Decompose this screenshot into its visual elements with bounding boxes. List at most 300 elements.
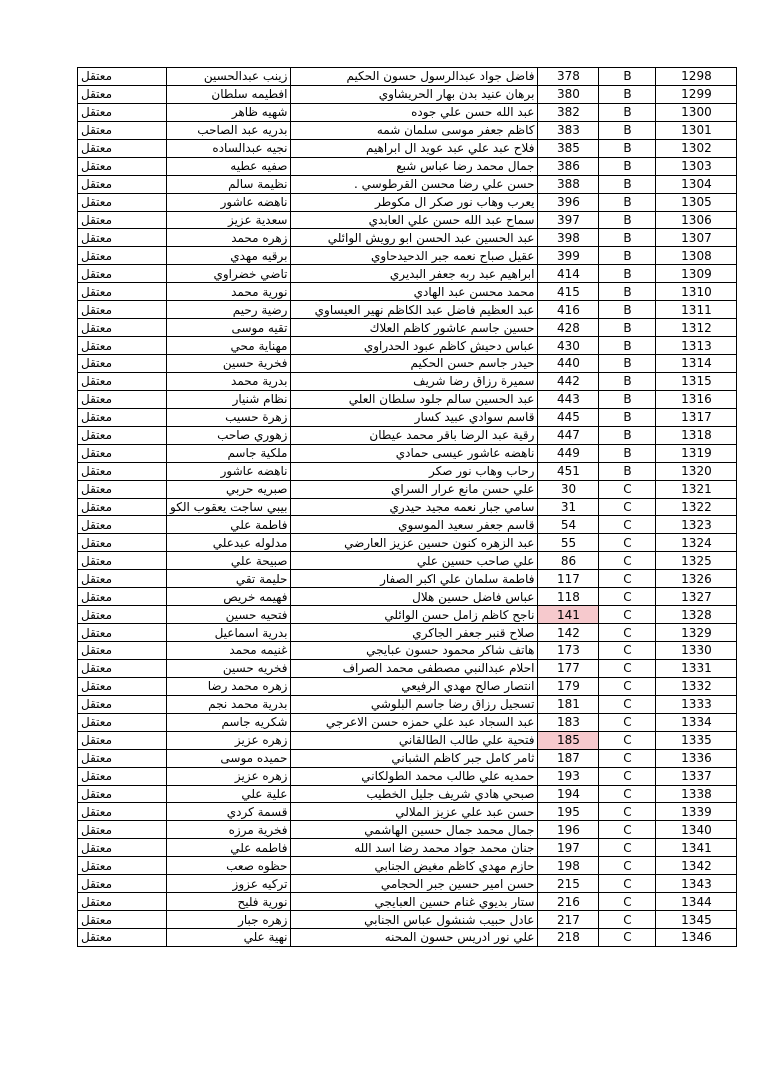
full-name-cell: ناجح كاظم زامل حسن الوائلي — [291, 606, 538, 624]
full-name-cell: فاضل جواد عبدالرسول حسون الحكيم — [291, 68, 538, 86]
record-number-cell: 195 — [538, 803, 599, 821]
sequence-cell: 1343 — [656, 875, 737, 893]
full-name-cell: حيدر جاسم حسن الحكيم — [291, 355, 538, 373]
full-name-cell: حمديه علي طالب محمد الطولكاني — [291, 767, 538, 785]
table-row — [78, 821, 737, 839]
full-name-cell: يعرب وهاب نور صكر ال مكوطر — [291, 193, 538, 211]
status-cell: معتقل — [78, 588, 167, 606]
record-number-cell: 142 — [538, 624, 599, 642]
table-row — [78, 803, 737, 821]
sequence-cell: 1338 — [656, 785, 737, 803]
status-cell: معتقل — [78, 767, 167, 785]
mother-name-cell: تاضي خضراوي — [167, 265, 291, 283]
sequence-cell: 1302 — [656, 139, 737, 157]
group-cell: B — [599, 283, 656, 301]
full-name-cell: رقية عبد الرضا باقر محمد عيطان — [291, 426, 538, 444]
sequence-cell: 1322 — [656, 498, 737, 516]
table-row — [78, 785, 737, 803]
mother-name-cell: بدرية اسماعيل — [167, 624, 291, 642]
sequence-cell: 1346 — [656, 929, 737, 947]
table-row — [78, 929, 737, 947]
group-cell: B — [599, 193, 656, 211]
table-row — [78, 265, 737, 283]
group-cell: C — [599, 803, 656, 821]
status-cell: معتقل — [78, 408, 167, 426]
table-row — [78, 498, 737, 516]
group-cell: B — [599, 355, 656, 373]
group-cell: B — [599, 265, 656, 283]
sequence-cell: 1300 — [656, 103, 737, 121]
sequence-cell: 1298 — [656, 68, 737, 86]
table-row — [78, 677, 737, 695]
mother-name-cell: قسمة كردي — [167, 803, 291, 821]
record-number-cell: 382 — [538, 103, 599, 121]
mother-name-cell: ناهضه عاشور — [167, 462, 291, 480]
full-name-cell: سماح عبد الله حسن علي العابدي — [291, 211, 538, 229]
full-name-cell: فتحية علي طالب الطالقاني — [291, 731, 538, 749]
record-number-cell: 187 — [538, 749, 599, 767]
full-name-cell: علي صاحب حسين علي — [291, 552, 538, 570]
mother-name-cell: افطيمه سلطان — [167, 85, 291, 103]
record-number-cell: 179 — [538, 677, 599, 695]
full-name-cell: قاسم جعفر سعيد الموسوي — [291, 516, 538, 534]
status-cell: معتقل — [78, 390, 167, 408]
group-cell: C — [599, 911, 656, 929]
sequence-cell: 1301 — [656, 121, 737, 139]
sequence-cell: 1333 — [656, 695, 737, 713]
mother-name-cell: نورية محمد — [167, 283, 291, 301]
record-number-cell: 385 — [538, 139, 599, 157]
sequence-cell: 1318 — [656, 426, 737, 444]
status-cell: معتقل — [78, 498, 167, 516]
group-cell: B — [599, 139, 656, 157]
record-number-cell: 380 — [538, 85, 599, 103]
group-cell: B — [599, 121, 656, 139]
full-name-cell: جنان محمد جواد محمد رضا اسد الله — [291, 839, 538, 857]
group-cell: C — [599, 893, 656, 911]
record-number-cell: 218 — [538, 929, 599, 947]
sequence-cell: 1303 — [656, 157, 737, 175]
sequence-cell: 1331 — [656, 659, 737, 677]
mother-name-cell: نهية علي — [167, 929, 291, 947]
mother-name-cell: صفيه عطيه — [167, 157, 291, 175]
mother-name-cell: زهرة حسيب — [167, 408, 291, 426]
record-number-cell: 194 — [538, 785, 599, 803]
full-name-cell: عقيل صباح نعمه جبر الدحيدحاوي — [291, 247, 538, 265]
record-number-cell: 216 — [538, 893, 599, 911]
group-cell: B — [599, 175, 656, 193]
sequence-cell: 1344 — [656, 893, 737, 911]
mother-name-cell: ملكية جاسم — [167, 444, 291, 462]
mother-name-cell: رضية رحيم — [167, 301, 291, 319]
full-name-cell: حازم مهدي كاظم مغيض الجنابي — [291, 857, 538, 875]
sequence-cell: 1310 — [656, 283, 737, 301]
record-number-cell: 183 — [538, 713, 599, 731]
status-cell: معتقل — [78, 265, 167, 283]
full-name-cell: حسن علي رضا محسن القرطوسي . — [291, 175, 538, 193]
group-cell: B — [599, 157, 656, 175]
sequence-cell: 1307 — [656, 229, 737, 247]
record-number-cell: 30 — [538, 480, 599, 498]
mother-name-cell: شكريه جاسم — [167, 713, 291, 731]
sequence-cell: 1337 — [656, 767, 737, 785]
table-row — [78, 857, 737, 875]
sequence-cell: 1335 — [656, 731, 737, 749]
sequence-cell: 1304 — [656, 175, 737, 193]
sequence-cell: 1326 — [656, 570, 737, 588]
full-name-cell: سميرة رزاق رضا شريف — [291, 372, 538, 390]
status-cell: معتقل — [78, 624, 167, 642]
table-row — [78, 337, 737, 355]
status-cell: معتقل — [78, 516, 167, 534]
group-cell: B — [599, 247, 656, 265]
status-cell: معتقل — [78, 785, 167, 803]
group-cell: B — [599, 372, 656, 390]
table-row — [78, 85, 737, 103]
table-row — [78, 283, 737, 301]
record-number-cell: 388 — [538, 175, 599, 193]
sequence-cell: 1313 — [656, 337, 737, 355]
table-row — [78, 570, 737, 588]
table-row — [78, 355, 737, 373]
table-row — [78, 624, 737, 642]
table-row — [78, 731, 737, 749]
sequence-cell: 1334 — [656, 713, 737, 731]
mother-name-cell: زهوري صاحب — [167, 426, 291, 444]
table-row — [78, 911, 737, 929]
record-number-cell: 185 — [538, 731, 599, 749]
mother-name-cell: سعدية عزيز — [167, 211, 291, 229]
table-row — [78, 552, 737, 570]
record-number-cell: 173 — [538, 642, 599, 660]
mother-name-cell: بدريه عبد الصاحب — [167, 121, 291, 139]
group-cell: C — [599, 570, 656, 588]
full-name-cell: عباس دحيش كاظم عبود الحدراوي — [291, 337, 538, 355]
table-row — [78, 642, 737, 660]
status-cell: معتقل — [78, 570, 167, 588]
table-row — [78, 659, 737, 677]
status-cell: معتقل — [78, 355, 167, 373]
sequence-cell: 1340 — [656, 821, 737, 839]
group-cell: B — [599, 211, 656, 229]
status-cell: معتقل — [78, 893, 167, 911]
detainee-table — [77, 67, 737, 947]
full-name-cell: تسجيل رزاق رضا جاسم البلوشي — [291, 695, 538, 713]
sequence-cell: 1314 — [656, 355, 737, 373]
group-cell: C — [599, 677, 656, 695]
group-cell: B — [599, 444, 656, 462]
status-cell: معتقل — [78, 426, 167, 444]
record-number-cell: 197 — [538, 839, 599, 857]
table-row — [78, 875, 737, 893]
table-row — [78, 372, 737, 390]
full-name-cell: فاطمة سلمان علي اكبر الصفار — [291, 570, 538, 588]
table-row — [78, 480, 737, 498]
status-cell: معتقل — [78, 857, 167, 875]
group-cell: B — [599, 229, 656, 247]
sequence-cell: 1329 — [656, 624, 737, 642]
full-name-cell: محمد محسن عبد الهادي — [291, 283, 538, 301]
table-row — [78, 426, 737, 444]
status-cell: معتقل — [78, 444, 167, 462]
mother-name-cell: حميده موسى — [167, 749, 291, 767]
status-cell: معتقل — [78, 337, 167, 355]
record-number-cell: 193 — [538, 767, 599, 785]
table-row — [78, 713, 737, 731]
full-name-cell: انتصار صالح مهدي الرفيعي — [291, 677, 538, 695]
record-number-cell: 440 — [538, 355, 599, 373]
record-number-cell: 399 — [538, 247, 599, 265]
full-name-cell: عبد الزهره كنون حسين عزيز العارضي — [291, 534, 538, 552]
record-number-cell: 31 — [538, 498, 599, 516]
mother-name-cell: علية علي — [167, 785, 291, 803]
mother-name-cell: غنيمه محمد — [167, 642, 291, 660]
record-number-cell: 416 — [538, 301, 599, 319]
table-row — [78, 157, 737, 175]
status-cell: معتقل — [78, 480, 167, 498]
group-cell: B — [599, 301, 656, 319]
status-cell: معتقل — [78, 175, 167, 193]
sequence-cell: 1305 — [656, 193, 737, 211]
group-cell: C — [599, 516, 656, 534]
full-name-cell: رحاب وهاب نور صكر — [291, 462, 538, 480]
mother-name-cell: فاطمة علي — [167, 516, 291, 534]
record-number-cell: 141 — [538, 606, 599, 624]
table-row — [78, 408, 737, 426]
record-number-cell: 177 — [538, 659, 599, 677]
record-number-cell: 443 — [538, 390, 599, 408]
group-cell: B — [599, 337, 656, 355]
full-name-cell: عادل حبيب شنشول عباس الجنابي — [291, 911, 538, 929]
status-cell: معتقل — [78, 911, 167, 929]
full-name-cell: ناهضه عاشور عيسى حمادي — [291, 444, 538, 462]
record-number-cell: 415 — [538, 283, 599, 301]
mother-name-cell: نظيمة سالم — [167, 175, 291, 193]
record-number-cell: 118 — [538, 588, 599, 606]
table-row — [78, 247, 737, 265]
record-number-cell: 217 — [538, 911, 599, 929]
table-row — [78, 839, 737, 857]
sequence-cell: 1332 — [656, 677, 737, 695]
full-name-cell: علي حسن مانع عرار السراي — [291, 480, 538, 498]
record-number-cell: 449 — [538, 444, 599, 462]
full-name-cell: حسن عبد علي عزيز الملالي — [291, 803, 538, 821]
sequence-cell: 1316 — [656, 390, 737, 408]
mother-name-cell: زهره عزيز — [167, 731, 291, 749]
table-row — [78, 121, 737, 139]
sequence-cell: 1320 — [656, 462, 737, 480]
table-row — [78, 444, 737, 462]
record-number-cell: 196 — [538, 821, 599, 839]
full-name-cell: حسين جاسم عاشور كاظم العلاك — [291, 319, 538, 337]
table-row — [78, 606, 737, 624]
group-cell: C — [599, 929, 656, 947]
group-cell: C — [599, 552, 656, 570]
group-cell: B — [599, 408, 656, 426]
full-name-cell: فلاح عبد علي عبد عويد ال ابراهيم — [291, 139, 538, 157]
status-cell: معتقل — [78, 731, 167, 749]
record-number-cell: 198 — [538, 857, 599, 875]
group-cell: B — [599, 462, 656, 480]
status-cell: معتقل — [78, 211, 167, 229]
table-row — [78, 68, 737, 86]
status-cell: معتقل — [78, 929, 167, 947]
mother-name-cell: فهيمه خريص — [167, 588, 291, 606]
full-name-cell: عبد الله حسن علي جوده — [291, 103, 538, 121]
full-name-cell: صبحي هادي شريف جليل الخطيب — [291, 785, 538, 803]
sequence-cell: 1325 — [656, 552, 737, 570]
group-cell: C — [599, 749, 656, 767]
mother-name-cell: زينب عبدالحسين — [167, 68, 291, 86]
mother-name-cell: نظام شنيار — [167, 390, 291, 408]
group-cell: C — [599, 857, 656, 875]
status-cell: معتقل — [78, 372, 167, 390]
full-name-cell: عباس فاضل حسين هلال — [291, 588, 538, 606]
full-name-cell: ابراهيم عبد ربه جعفر البديري — [291, 265, 538, 283]
mother-name-cell: زهره جبار — [167, 911, 291, 929]
mother-name-cell: مهناية محي — [167, 337, 291, 355]
mother-name-cell: فخرية حسين — [167, 355, 291, 373]
group-cell: C — [599, 731, 656, 749]
group-cell: C — [599, 821, 656, 839]
table-row — [78, 588, 737, 606]
table-row — [78, 301, 737, 319]
table-row — [78, 139, 737, 157]
sequence-cell: 1345 — [656, 911, 737, 929]
status-cell: معتقل — [78, 121, 167, 139]
record-number-cell: 181 — [538, 695, 599, 713]
full-name-cell: هاتف شاكر محمود حسون عبايجي — [291, 642, 538, 660]
mother-name-cell: شهيه ظاهر — [167, 103, 291, 121]
group-cell: C — [599, 498, 656, 516]
group-cell: C — [599, 624, 656, 642]
full-name-cell: عبد السجاد عبد علي حمزه حسن الاعرجي — [291, 713, 538, 731]
status-cell: معتقل — [78, 247, 167, 265]
record-number-cell: 54 — [538, 516, 599, 534]
table-row — [78, 390, 737, 408]
mother-name-cell: صبريه حربي — [167, 480, 291, 498]
group-cell: C — [599, 480, 656, 498]
status-cell: معتقل — [78, 193, 167, 211]
sequence-cell: 1308 — [656, 247, 737, 265]
status-cell: معتقل — [78, 534, 167, 552]
group-cell: B — [599, 426, 656, 444]
status-cell: معتقل — [78, 319, 167, 337]
status-cell: معتقل — [78, 659, 167, 677]
status-cell: معتقل — [78, 68, 167, 86]
record-number-cell: 86 — [538, 552, 599, 570]
full-name-cell: برهان عنيد بدن بهار الحريشاوي — [291, 85, 538, 103]
group-cell: C — [599, 839, 656, 857]
sequence-cell: 1299 — [656, 85, 737, 103]
sequence-cell: 1327 — [656, 588, 737, 606]
table-row — [78, 319, 737, 337]
table-row — [78, 462, 737, 480]
table-row — [78, 695, 737, 713]
record-number-cell: 414 — [538, 265, 599, 283]
status-cell: معتقل — [78, 103, 167, 121]
sequence-cell: 1319 — [656, 444, 737, 462]
full-name-cell: عبد العظيم فاضل عبد الكاظم نهير العيساوي — [291, 301, 538, 319]
mother-name-cell: نجيه عبدالساده — [167, 139, 291, 157]
full-name-cell: كاظم جعفر موسى سلمان شمه — [291, 121, 538, 139]
status-cell: معتقل — [78, 642, 167, 660]
mother-name-cell: نورية فليح — [167, 893, 291, 911]
mother-name-cell: حظوه صعب — [167, 857, 291, 875]
full-name-cell: عبد الحسين عبد الحسن ابو رويش الوائلي — [291, 229, 538, 247]
mother-name-cell: فخريه حسين — [167, 659, 291, 677]
table-row — [78, 103, 737, 121]
full-name-cell: سامي جبار نعمه مجيد حيدري — [291, 498, 538, 516]
sequence-cell: 1312 — [656, 319, 737, 337]
status-cell: معتقل — [78, 85, 167, 103]
status-cell: معتقل — [78, 283, 167, 301]
group-cell: C — [599, 767, 656, 785]
table-row — [78, 516, 737, 534]
mother-name-cell: صبيحة علي — [167, 552, 291, 570]
status-cell: معتقل — [78, 695, 167, 713]
status-cell: معتقل — [78, 606, 167, 624]
sequence-cell: 1330 — [656, 642, 737, 660]
mother-name-cell: بدرية محمد — [167, 372, 291, 390]
status-cell: معتقل — [78, 157, 167, 175]
mother-name-cell: برقيه مهدي — [167, 247, 291, 265]
record-number-cell: 397 — [538, 211, 599, 229]
status-cell: معتقل — [78, 552, 167, 570]
record-number-cell: 55 — [538, 534, 599, 552]
group-cell: C — [599, 785, 656, 803]
sequence-cell: 1321 — [656, 480, 737, 498]
mother-name-cell: ناهضه عاشور — [167, 193, 291, 211]
full-name-cell: ثامر كامل جبر كاظم الشباني — [291, 749, 538, 767]
sequence-cell: 1311 — [656, 301, 737, 319]
group-cell: C — [599, 534, 656, 552]
full-name-cell: صلاح قنبر جعفر الجاكري — [291, 624, 538, 642]
sequence-cell: 1328 — [656, 606, 737, 624]
group-cell: C — [599, 875, 656, 893]
status-cell: معتقل — [78, 821, 167, 839]
mother-name-cell: زهره عزيز — [167, 767, 291, 785]
status-cell: معتقل — [78, 839, 167, 857]
table-row — [78, 749, 737, 767]
status-cell: معتقل — [78, 803, 167, 821]
sequence-cell: 1309 — [656, 265, 737, 283]
mother-name-cell: حليمة تقي — [167, 570, 291, 588]
table-row — [78, 767, 737, 785]
mother-name-cell: تركيه عزوز — [167, 875, 291, 893]
group-cell: C — [599, 713, 656, 731]
group-cell: B — [599, 319, 656, 337]
sequence-cell: 1323 — [656, 516, 737, 534]
status-cell: معتقل — [78, 139, 167, 157]
record-number-cell: 445 — [538, 408, 599, 426]
sequence-cell: 1324 — [656, 534, 737, 552]
sequence-cell: 1336 — [656, 749, 737, 767]
mother-name-cell: مدلوله عبدعلي — [167, 534, 291, 552]
full-name-cell: جمال محمد رضا عباس شبع — [291, 157, 538, 175]
sequence-cell: 1342 — [656, 857, 737, 875]
record-number-cell: 442 — [538, 372, 599, 390]
record-number-cell: 383 — [538, 121, 599, 139]
group-cell: C — [599, 606, 656, 624]
status-cell: معتقل — [78, 462, 167, 480]
record-number-cell: 378 — [538, 68, 599, 86]
full-name-cell: علي نور ادريس حسون المحنه — [291, 929, 538, 947]
group-cell: C — [599, 695, 656, 713]
full-name-cell: عبد الحسين سالم جلود سلطان العلي — [291, 390, 538, 408]
status-cell: معتقل — [78, 677, 167, 695]
sequence-cell: 1339 — [656, 803, 737, 821]
